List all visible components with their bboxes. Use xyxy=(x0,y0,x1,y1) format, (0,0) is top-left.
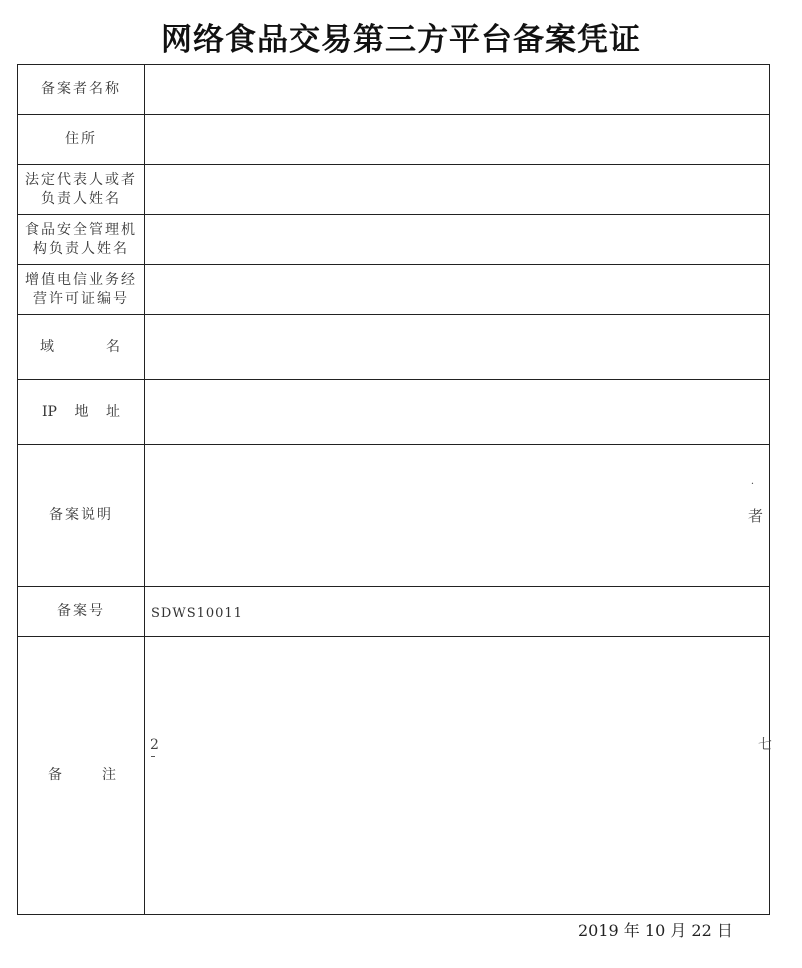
text-fragment: 者 xyxy=(747,507,763,525)
value-filing-description xyxy=(145,445,770,587)
label-domain xyxy=(18,315,145,380)
table-row xyxy=(18,215,770,265)
text-fragment: 七 xyxy=(758,737,772,753)
value-telecom-license xyxy=(145,265,770,315)
value-ip-address xyxy=(145,380,770,445)
text-fragment: . xyxy=(750,476,754,487)
label-telecom-license xyxy=(18,265,145,315)
label-text: 备案号 xyxy=(57,603,105,619)
record-table xyxy=(17,64,770,915)
value-remarks xyxy=(145,637,770,915)
issue-date: 2019 年 10 月 22 日 xyxy=(578,921,733,940)
table-row xyxy=(18,165,770,215)
label-address xyxy=(18,115,145,165)
table-row xyxy=(18,265,770,315)
text-fragment: 2 xyxy=(150,737,159,753)
table-row xyxy=(18,380,770,445)
label-text-line-2: 负责人姓名 xyxy=(41,190,121,207)
label-text: 住所 xyxy=(65,131,97,147)
value-food-safety-manager xyxy=(145,215,770,265)
label-text-part-1: 域 xyxy=(40,338,54,355)
label-text-part-2: 地 xyxy=(74,403,89,420)
label-text-line-2: 营许可证编号 xyxy=(33,290,129,307)
table-row xyxy=(18,65,770,115)
table-row xyxy=(18,637,770,915)
label-filing-number xyxy=(18,587,145,637)
table-row xyxy=(18,587,770,637)
page-title: 网络食品交易第三方平台备案凭证 xyxy=(161,22,641,58)
table-row xyxy=(18,445,770,587)
label-remarks xyxy=(18,637,145,915)
label-text-part-2: 注 xyxy=(102,767,116,783)
table-row xyxy=(18,115,770,165)
value-filing-number xyxy=(145,587,770,637)
label-text-line-1: 增值电信业务经 xyxy=(25,271,137,288)
label-text: 备案说明 xyxy=(49,507,113,523)
filing-number-fragment: SDWS10011 xyxy=(151,606,243,621)
value-filer-name xyxy=(145,65,770,115)
label-text-part-3: 址 xyxy=(105,403,120,420)
label-food-safety-manager xyxy=(18,215,145,265)
label-text-part-1: 备 xyxy=(48,767,62,783)
label-ip-address xyxy=(18,380,145,445)
label-text: 备案者名称 xyxy=(41,81,121,97)
label-text-part-1: IP xyxy=(42,403,57,420)
value-address xyxy=(145,115,770,165)
table-row xyxy=(18,315,770,380)
label-text-line-2: 构负责人姓名 xyxy=(33,240,129,257)
value-legal-representative xyxy=(145,165,770,215)
label-legal-representative xyxy=(18,165,145,215)
text-fragment-mark xyxy=(151,756,155,757)
value-domain xyxy=(145,315,770,380)
label-filing-description xyxy=(18,445,145,587)
label-text-part-2: 名 xyxy=(106,338,120,355)
label-text-line-1: 食品安全管理机 xyxy=(25,221,137,238)
label-filer-name xyxy=(18,65,145,115)
label-text-line-1: 法定代表人或者 xyxy=(25,171,137,188)
